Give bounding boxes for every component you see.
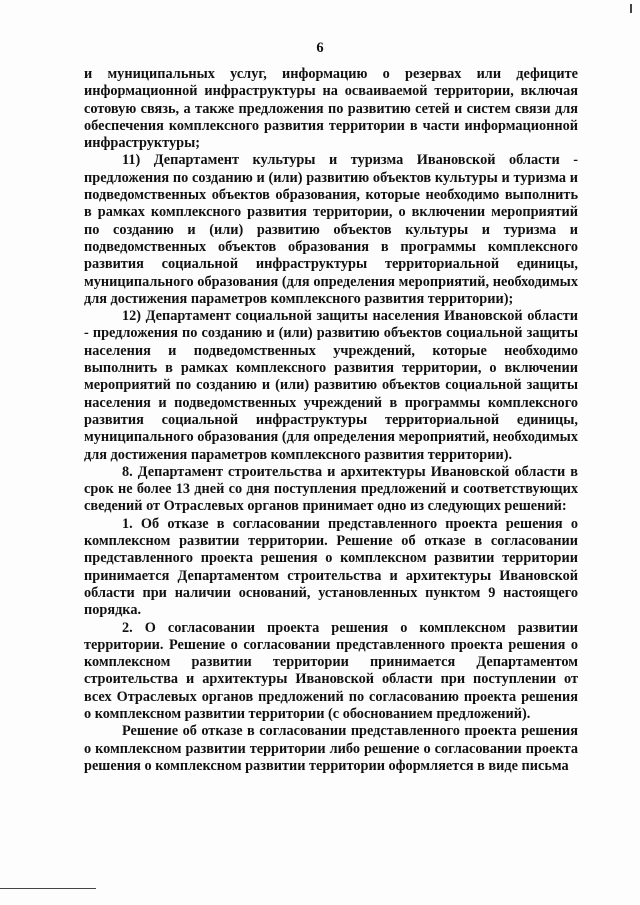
scan-edge-mark <box>630 4 632 13</box>
paragraph-decision-1: 1. Об отказе в согласовании представленного проекта решения о комплексном развитии территории. Решение об отказе в согласовании представленного проекта решения о комплексном развитии территории принимается Департаментом строительства и архитектуры Ивановской области при наличии оснований, установленных пунктом 9 настоящего порядка. <box>84 515 578 619</box>
paragraph-continuation: и муниципальных услуг, информацию о резервах или дефиците информационной инфраструктуры на осваиваемой территории, включая сотовую связь, а также предложения по развитию сетей и систем связи для обеспечения комплексного развития территории в части информационной инфраструктуры; <box>84 66 578 152</box>
document-body <box>84 66 578 775</box>
paragraph-decision-2: 2. О согласовании проекта решения о комплексном развитии территории. Решение о согласовании представленного проекта решения о комплексном развитии территории принимается Департаментом строительства и архитектуры Ивановской области при поступлении от всех Отраслевых органов предложений по согласованию проекта решения о комплексном развитии территории (с обоснованием предложений). <box>84 619 578 722</box>
page-number: 6 <box>316 40 324 56</box>
paragraph-decision-form: Решение об отказе в согласовании представленного проекта решения о комплексном развитии территории либо решение о согласовании проекта решения о комплексном развитии территории оформляется в виде письма <box>84 723 578 774</box>
paragraph-item-11: 11) Департамент культуры и туризма Ивановской области - предложения по созданию и (или) развитию объектов культуры и туризма и подведомственных объектов образования, которые необходимо выполнить в рамках комплексного развития территории, о включении мероприятий по созданию и (или) развитию объектов культуры и туризма и подведомственных объектов образования в программы комплексного развития социальной инфраструктуры территориальной единицы, муниципального образования (для определения мероприятий, необходимых для достижения параметров комплексного развития территории); <box>84 152 578 307</box>
paragraph-item-12: 12) Департамент социальной защиты населения Ивановской области - предложения по созданию и (или) развитию объектов социальной защиты населения и подведомственных учреждений, которые необходимо выполнить в рамках комплексного развития территории, о включении мероприятий по созданию и (или) развитию объектов социальной защиты населения и подведомственных учреждений в программы комплексного развития социальной инфраструктуры территориальной единицы, муниципального образования (для определения мероприятий, необходимых для достижения параметров комплексного развития территории). <box>84 308 578 463</box>
scan-edge-line <box>0 888 96 889</box>
paragraph-clause-8: 8. Департамент строительства и архитектуры Ивановской области в срок не более 13 дней со дня поступления предложений и соответствующих сведений от Отраслевых органов принимает одно из следующих решений: <box>84 463 578 515</box>
